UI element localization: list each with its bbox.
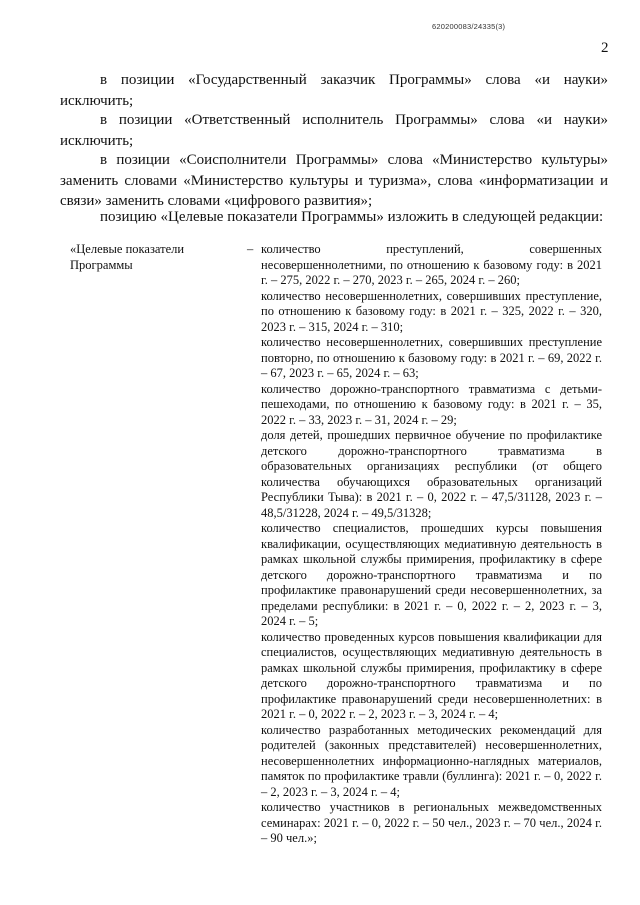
indicator-item: количество специалистов, прошедших курсы повышения квалификации, осуществляющих медиативную деятельность в рамках школьной службы примирения, профилактику в сфере детского дорожно-транспортного травматизма и по профилактике правонарушений среди несовершеннолетних, за пределами республики: в 2021 г. – 0, 2022 г. – 2, 2023 г. – 3, 2024 г. – 5; — [261, 521, 602, 628]
indicator-item: доля детей, прошедших первичное обучение по профилактике детского дорожно-транспортного травматизма в образовательных организациях республики (от общего количества обучающихся образовательных организаций Республики Тыва): в 2021 г. – 0, 2022 г. – 47,5/31128, 2023 г. – 48,5/31228, 2024 г. – 49,5/31328; — [261, 428, 602, 520]
indicators-list — [261, 242, 602, 847]
document-number: 620200083/24335(3) — [432, 22, 506, 31]
paragraph-state-customer: в позиции «Государственный заказчик Программы» слова «и науки» исключить; — [60, 72, 608, 109]
indicator-item: количество преступлений, совершенных несовершеннолетними, по отношению к базовому году: в 2021 г. – 275, 2022 г. – 270, 2023 г. – 265, 2024 г. – 260; — [261, 242, 602, 287]
indicator-item: количество несовершеннолетних, совершивших преступление, по отношению к базовому году: в 2021 г. – 325, 2022 г. – 320, 2023 г. – 315, 2024 г. – 310; — [261, 288, 602, 334]
indicator-item: количество дорожно-транспортного травматизма с детьми-пешеходами, по отношению к базовому году: в 2021 г. – 35, 2022 г. – 33, 2023 г. – 31, 2024 г. – 29; — [261, 381, 602, 427]
page-number: 2 — [601, 40, 609, 56]
table-left-label: «Целевые показатели Программы — [70, 242, 185, 272]
indicator-item: количество несовершеннолетних, совершивших преступление повторно, по отношению к базовому году: в 2021 г. – 69, 2022 г. – 67, 2023 г. – 65, 2024 г. – 63; — [261, 335, 602, 380]
paragraph-co-executors: в позиции «Соисполнители Программы» слова «Министерство культуры» заменить словами «Министерство культуры и туризма», слова «информатизации и связи» заменить словами «цифрового развития»; — [60, 152, 608, 209]
indicator-item: количество участников в региональных межведомственных семинарах: 2021 г. – 0, 2022 г. – 50 чел., 2023 г. – 70 чел., 2024 г. – 90 чел.»; — [261, 800, 602, 845]
indicator-item: количество проведенных курсов повышения квалификации для специалистов, осуществляющих медиативную деятельность в рамках школьной службы примирения, профилактику в сфере детского дорожно-транспортного травматизма и по профилактике правонарушений среди несовершеннолетних: в 2021 г. – 0, 2022 г. – 2, 2023 г. – 3, 2024 г. – 4; — [261, 629, 602, 721]
indicator-item: количество разработанных методических рекомендаций для родителей (законных представителей) несовершеннолетних, несовершеннолетних информационно-наглядных материалов, памяток по профилактике травли (буллинга): 2021 г. – 0, 2022 г. – 2, 2023 г. – 3, 2024 г. – 4; — [261, 722, 602, 799]
table-dash: – — [247, 242, 254, 256]
paragraph-target-indicators-intro: позицию «Целевые показатели Программы» изложить в следующей редакции: — [100, 209, 604, 225]
paragraph-responsible-executor: в позиции «Ответственный исполнитель Программы» слова «и науки» исключить; — [60, 112, 608, 149]
